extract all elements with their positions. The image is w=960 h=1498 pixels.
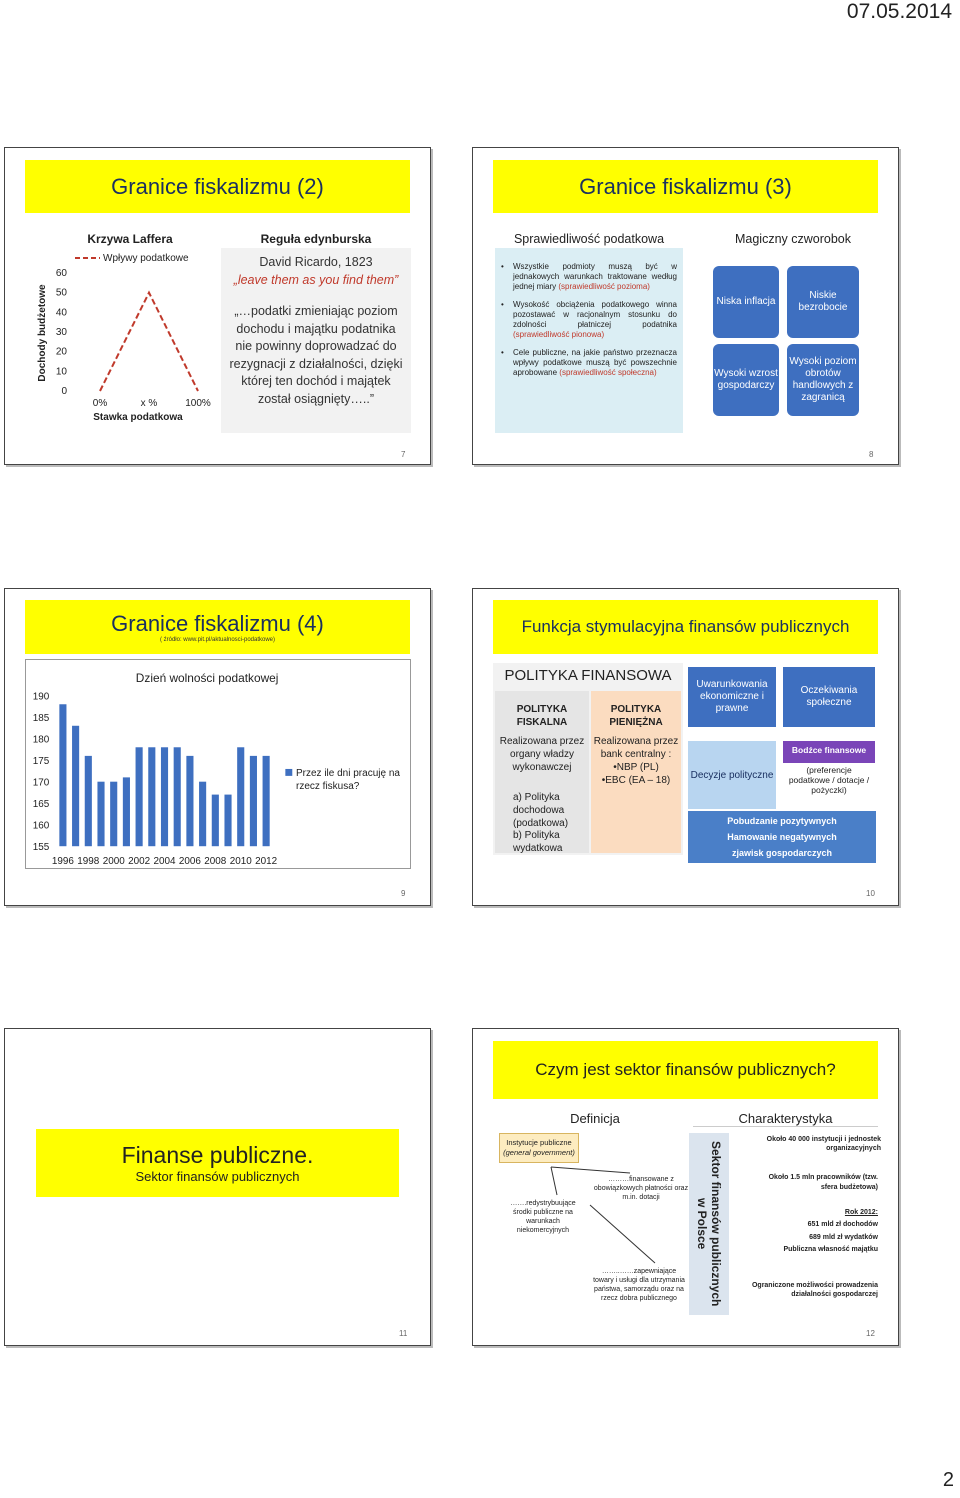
definition-heading: Definicja [570,1111,620,1126]
fair-bullet-2: • Wysokość obciążenia podatkowego winna pozostawać w racjonalnym stosunku do zdolności płatniczej podatnika (sprawiedliwość pionowa) [499,300,677,340]
char-year: Rok 2012: [844,1209,878,1216]
fd-xtick: 2002 [128,856,151,868]
characteristics-heading: Charakterystyka [693,1111,878,1127]
rule-heading: Reguła edynburska [260,232,372,246]
fd-xtick: 1996 [51,856,74,868]
slide-number: 8 [869,450,874,459]
fiscal-a: a) Polityka dochodowa (podatkowa) [513,792,569,829]
monetary-ebc: •EBC (EA – 18) [601,775,671,786]
slide-number: 10 [866,889,875,898]
laffer-xtick: 100% [185,398,211,409]
fd-bar [237,747,244,846]
monetary-nbp: •NBP (PL) [613,762,659,773]
chart-legend: Przez ile dni pracuję na rzecz fiskusa? [296,768,400,792]
effects-phenomena: zjawisk gospodarczych [731,848,833,858]
fd-xtick: 2006 [178,856,201,868]
slide-title: Czym jest sektor finansów publicznych? [493,1041,878,1099]
quad-high-growth: Wysoki wzrost gospodarczy [713,344,779,416]
fiscal-by: Realizowana przez organy władzy wykonawczej [499,736,585,773]
fair-heading: Sprawiedliwość podatkowa [513,232,665,246]
fd-bar [123,777,130,846]
fd-bar [174,747,181,846]
slide-11 [4,1028,431,1346]
laffer-ytick: 10 [55,366,67,378]
laffer-ylabel: Dochody budżetowe [37,284,48,382]
char-limited: Ograniczone możliwości prowadzenia działalności gospodarczej [751,1282,878,1298]
fd-ytick: 180 [32,734,50,746]
slide-10 [472,588,899,906]
vertical-banner-text: Sektor finansów publicznych w Polsce [695,1141,723,1307]
fair-box [495,248,683,433]
fd-bar [186,756,193,846]
slide-7 [4,147,431,465]
fd-bar [250,756,257,846]
laffer-chart [5,243,215,433]
slide-subtitle: Sektor finansów publicznych [135,1169,300,1184]
fd-xtick: 2010 [229,856,252,868]
fair-bullet-1: • Wszystkie podmioty muszą być w jednakowych warunkach traktowane według jednej miary (sprawiedliwość pozioma) [499,262,677,292]
fd-bar [199,782,206,847]
fd-ytick: 170 [32,777,50,789]
rule-quote-1: „leave them as you find them” [233,272,399,287]
vertical-banner [689,1133,729,1315]
slide-title: Funkcja stymulacyjna finansów publicznych [493,600,878,654]
laffer-xtick: 0% [92,398,108,409]
fd-ytick: 175 [32,756,50,768]
quad-heading: Magiczny czworobok [734,232,851,246]
laffer-ytick: 0 [61,386,67,397]
fd-bar [72,726,79,846]
laffer-ytick: 20 [55,346,67,358]
freedom-day-chart [25,659,411,869]
effects-box [688,811,876,863]
slide-title-box [36,1129,399,1197]
slide-title: Finanse publiczne. [121,1142,314,1168]
fair-bullet-3: • Cele publiczne, na jakie państwo przeznacza wpływy podatkowe muszą być powszechnie aprobowane (sprawiedliwość społeczna) [499,348,677,378]
def-financed: ………finansowane z obowiązkowych płatności oraz m.in. dotacji [593,1176,689,1201]
laffer-heading: Krzywa Laffera [87,232,173,246]
fd-ytick: 160 [32,820,50,832]
institutions-sub: (general government) [503,1148,575,1157]
slide-title: Granice fiskalizmu (4) [111,611,324,636]
slide-number: 7 [401,450,406,459]
fd-bar [59,704,66,846]
fd-bar [97,782,104,847]
laffer-series-line [100,293,198,391]
fd-bar [85,756,92,846]
laffer-xtick: x % [140,398,158,409]
fd-bar [263,756,270,846]
fd-xtick: 2004 [153,856,176,868]
policy-title: POLITYKA FINANSOWA [504,667,672,684]
political-decisions: Decyzje polityczne [688,741,776,809]
fd-bar [136,747,143,846]
fd-xtick: 2000 [102,856,125,868]
rule-author: David Ricardo, 1823 [259,255,373,269]
char-income: 651 mld zł dochodów [807,1221,878,1228]
slide-title: Granice fiskalizmu (3) [493,160,878,213]
quad-high-trade: Wysoki poziom obrotów handlowych z zagranicą [787,344,859,416]
slide-number: 9 [401,889,406,898]
def-redistribute: …….redystrybuujące środki publiczne na warunkach niekomercyjnych [510,1200,576,1234]
quad-low-unemployment: Niskie bezrobocie [787,266,859,338]
rule-quote-2: „…podatki zmieniając poziom dochodu i majątku podatnika nie powinny doprowadzać do rezygnacji z działalności, dzięki której ten dochód i majątek został osiągnięty…..” [229,304,403,406]
slide-12 [472,1028,899,1346]
fd-xtick: 1998 [77,856,100,868]
fiscal-b: b) Polityka wydatkowa [513,830,563,854]
fd-ytick: 185 [32,713,50,725]
effects-negative: Hamowanie negatywnych [727,832,837,842]
slide-9 [4,588,431,906]
slide-8 [472,147,899,465]
incentives-title: Bodźce finansowe [791,745,867,755]
page-number: 2 [942,1469,954,1491]
char-expenses: 689 mld zł wydatków [809,1234,878,1241]
monetary-title: POLITYKA PIENIĘŻNA [609,704,663,728]
laffer-ytick: 40 [55,307,67,319]
monetary-by: Realizowana przez bank centralny : [593,736,679,760]
slide-title: Granice fiskalizmu (2) [25,160,410,213]
institutions-label: Instytucje publiczne [506,1138,572,1147]
fd-ytick: 165 [32,799,50,811]
fd-bar [224,795,231,847]
laffer-ytick: 50 [55,287,67,299]
fd-bar [110,782,117,847]
quad-low-inflation: Niska inflacja [713,266,779,338]
fd-ytick: 190 [32,691,50,703]
effects-positive: Pobudzanie pozytywnych [727,816,837,826]
laffer-legend: Wpływy podatkowe [103,253,189,264]
slide-number: 11 [399,1329,408,1338]
incentives-text: (preferencje podatkowe / dotacje / pożyczki) [783,763,875,793]
fd-bar [212,795,219,847]
laffer-xlabel: Stawka podatkowa [93,412,183,423]
fd-xtick: 2008 [204,856,227,868]
fd-bar [148,747,155,846]
char-employees: Około 1.5 mln pracowników (tzw. sfera budżetowa) [768,1174,878,1191]
chart-title: Dzień wolności podatkowej [135,670,279,685]
fd-bar [161,747,168,846]
fd-ytick: 155 [32,842,50,854]
def-provide: ……..……zapewniające towary i usługi dla utrzymania państwa, samorządu oraz na rzecz dobra publicznego [593,1268,685,1302]
fiscal-title: POLITYKA FISKALNA [516,704,568,728]
laffer-ytick: 30 [55,327,67,338]
laffer-ytick: 60 [55,268,67,279]
cond-economic: Uwarunkowania ekonomiczne i prawne [688,667,776,727]
header-date: 07.05.2014 [846,0,952,23]
slide-number: 12 [866,1329,875,1338]
char-property: Publiczna własność majątku [783,1246,878,1253]
social-expectations: Oczekiwania społeczne [783,667,875,727]
rule-box [221,248,411,433]
slide-title-box [25,600,410,654]
slide-source: ( źródło: www.pit.pl/aktualnosci-podatkowe) [159,637,276,643]
char-institutions: Około 40 000 instytucji i jednostek organizacyjnych [766,1136,881,1152]
fd-xtick: 2012 [255,856,278,868]
